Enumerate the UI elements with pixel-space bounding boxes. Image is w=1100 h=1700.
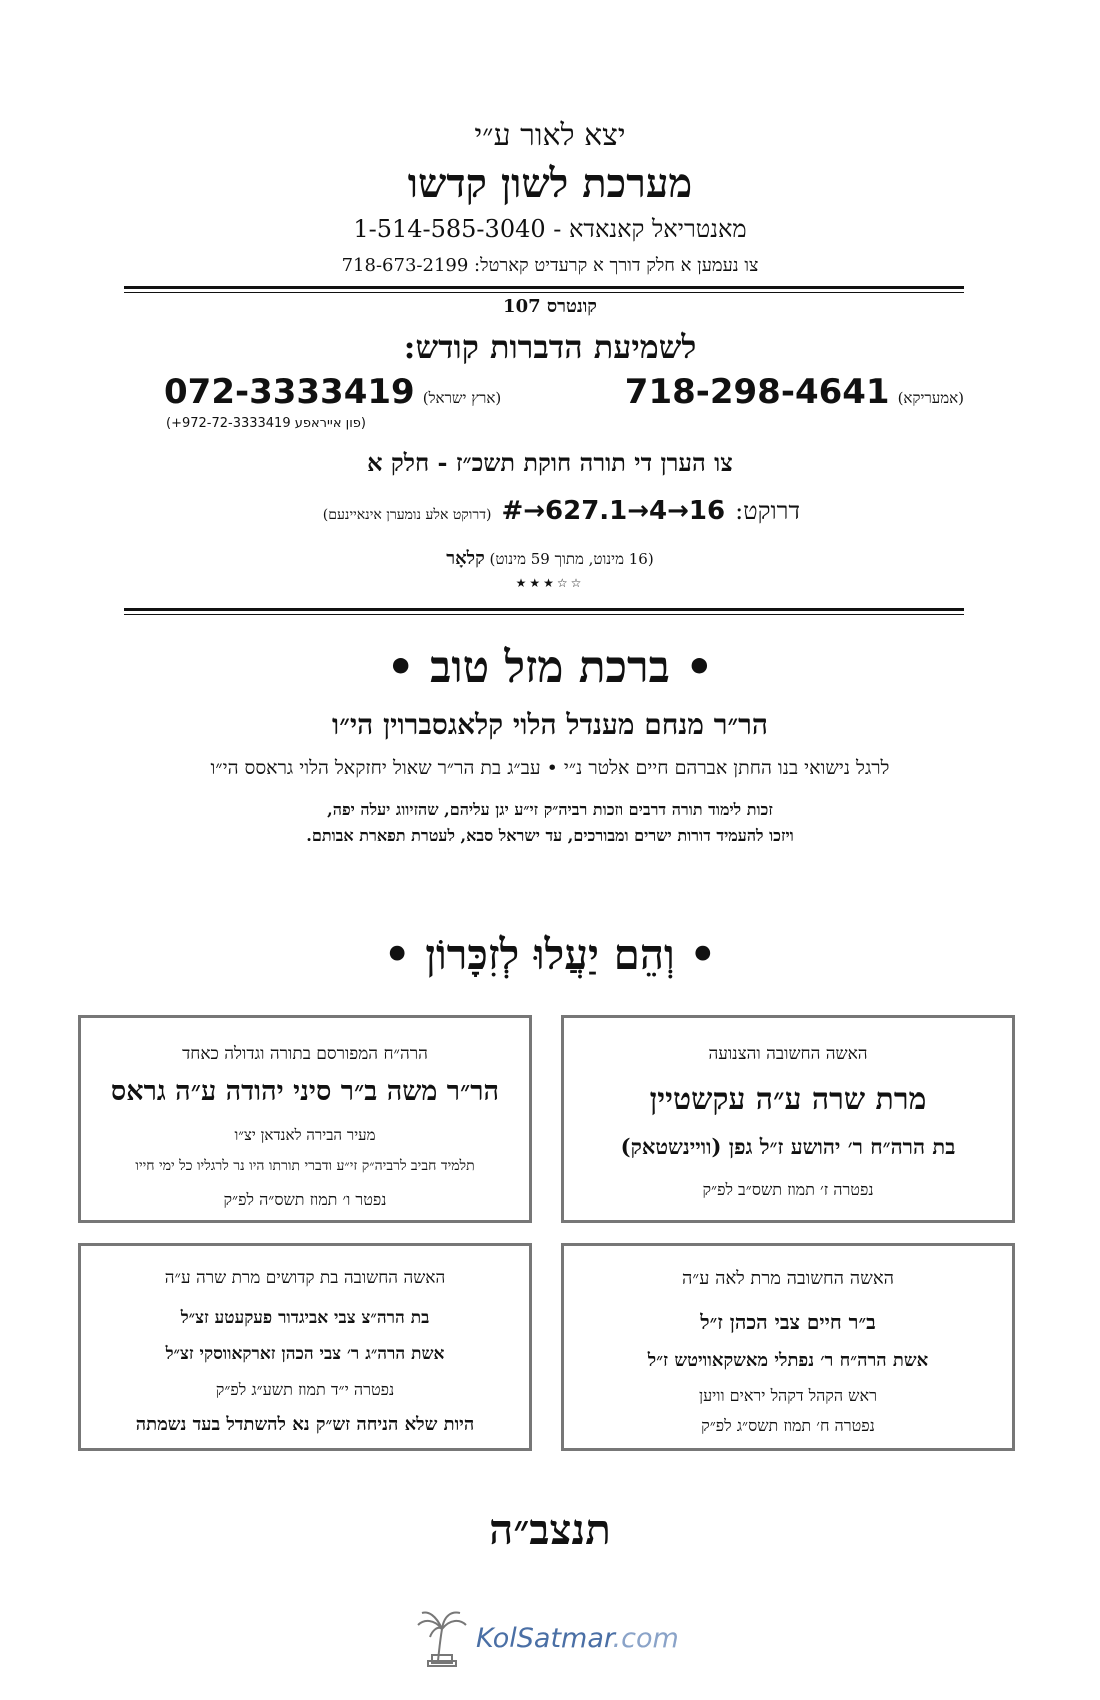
memorial-line: בת הרה״צ צבי אביגדור פעקעטע זצ״ל xyxy=(180,1308,430,1328)
memorial-date: נפטרה ח׳ תמוז תשס״ג לפ״ק xyxy=(701,1416,875,1435)
phone-europe: (+972-72-3333419 פון אייראפע) xyxy=(166,416,366,431)
palm-tree-icon xyxy=(414,1605,470,1671)
divider-top xyxy=(124,286,964,293)
druk-code: #→627.1→4→16 xyxy=(501,496,726,526)
tanzeba-closing: תנצב״ה xyxy=(489,1505,611,1554)
memorial-line: האשה החשובה והצנועה xyxy=(708,1044,868,1064)
druk-label: דרוקט: xyxy=(735,497,800,525)
druk-row xyxy=(280,496,800,526)
hearing-title: לשמיעת הדברות קודש: xyxy=(403,328,697,366)
memorial-line: הרה״ח המפורסם בתורה וגדולה כאחד xyxy=(182,1044,428,1064)
phone-us-label: (אמעריקא) xyxy=(897,389,964,407)
memorial-name: האשה החשובה בת קדושים מרת שרה ע״ה xyxy=(164,1268,446,1288)
bracha-line-1: זכות לימוד תורה דרבים וזכות רביה״ק זי״ע יגן עליהם, שהזיווג יעלה יפה, xyxy=(327,800,773,819)
memorial-line: אשת הרה״ג ר׳ צבי הכהן זארקאווסקי זצ״ל xyxy=(165,1344,445,1364)
memorial-box xyxy=(78,1015,532,1223)
mazel-tov-title: • ברכת מזל טוב • xyxy=(386,642,714,693)
memorial-name: האשה החשובה מרת לאה ע״ה xyxy=(682,1268,894,1289)
length-text: (16 מינוט, מתוך 59 מינוט) xyxy=(489,550,654,568)
kolsatmar-logo[interactable] xyxy=(414,1605,679,1671)
phone-israel-label: (ארץ ישראל) xyxy=(422,389,502,407)
kuntres-number: קונטרס 107 xyxy=(503,296,597,317)
memorial-note: היות שלא הניחה זש״ק נא להשתדל בעד נשמתה xyxy=(135,1414,475,1435)
zikaron-title: • וְהֵם יַעֲלוּ לְזִכָּרוֹן • xyxy=(383,930,717,979)
memorial-date: נפטר ו׳ תמוז תשס״ה לפ״ק xyxy=(223,1190,387,1209)
memorial-box xyxy=(561,1015,1015,1223)
phone-row xyxy=(124,372,964,418)
publisher-intro: יצא לאור ע״י xyxy=(474,118,626,153)
memorial-name: הר״ר משה ב״ר סיני יהודה ע״ה גראס xyxy=(110,1076,500,1107)
phone-us xyxy=(625,372,964,412)
memorial-line: מעיר הבירה לאנדאן יצ״ו xyxy=(234,1126,376,1144)
memorial-name: מרת שרה ע״ה עקשטיין xyxy=(649,1082,927,1117)
memorial-line: ב״ר חיים צבי הכהן ז״ל xyxy=(700,1310,876,1334)
memorial-date: נפטרה ז׳ תמוז תשס״ב לפ״ק xyxy=(702,1180,874,1199)
phone-us-number[interactable]: 718-298-4641 xyxy=(624,372,890,412)
memorial-box xyxy=(561,1243,1015,1451)
logo-text xyxy=(476,1623,679,1654)
divider-middle xyxy=(124,608,964,615)
logo-domain: .com xyxy=(612,1622,679,1654)
memorial-line: תלמיד חביב לרביה״ק זי״ע ודברי תורתו היו נר לרגליו כל ימי חייו xyxy=(135,1158,475,1174)
publisher-location-phone: מאנטריאל קאנאדא - 1-514-585-3040 xyxy=(353,215,747,243)
memorial-line: ראש הקהל דקהל יראים וויען xyxy=(699,1386,877,1405)
phone-israel xyxy=(164,372,501,412)
phone-israel-number[interactable]: 072-3333419 xyxy=(164,372,415,412)
publisher-credit-card: צו נעמען א חלק דורך א קרעדיט קארטל: 718-673-2199 xyxy=(341,255,759,276)
publisher-name: מערכת לשון קדשו xyxy=(407,160,693,207)
bracha-line-2: ויזכו להעמיד דורות ישרים ומבורכים, עד ישראל סבא, לעטרת תפארת אבותם. xyxy=(306,826,794,845)
wedding-line: לרגל נישואי בנו החתן אברהם חיים אלטר נ״י • עב״ג בת הר״ר שאול יחזקאל הלוי גראסס הי״ו xyxy=(210,757,890,779)
druk-note: (דרוקט אלע נומערן אינאיינעם) xyxy=(322,507,492,523)
groom-father-name: הר״ר מנחם מענדל הלוי קלאגסברוין הי״ו xyxy=(332,708,768,741)
rating-stars: ★★★☆☆ xyxy=(515,576,585,590)
memorial-line: בת הרה״ח ר׳ יהושע ז״ל גפן (וויינשטאק) xyxy=(620,1134,956,1159)
memorial-date: נפטרה י״ד תמוז תשע״ג לפ״ק xyxy=(215,1380,395,1399)
memorial-box xyxy=(78,1243,532,1451)
memorial-line: אשת הרה״ח ר׳ נפתלי מאשקאוויטש ז״ל xyxy=(647,1350,929,1371)
logo-name: KolSatmar xyxy=(476,1622,613,1654)
length-row xyxy=(0,548,1100,569)
quality-label: קלאָר xyxy=(446,548,485,569)
parsha-line: צו הערן די תורה חוקת תשכ״ז - חלק א xyxy=(367,448,733,477)
